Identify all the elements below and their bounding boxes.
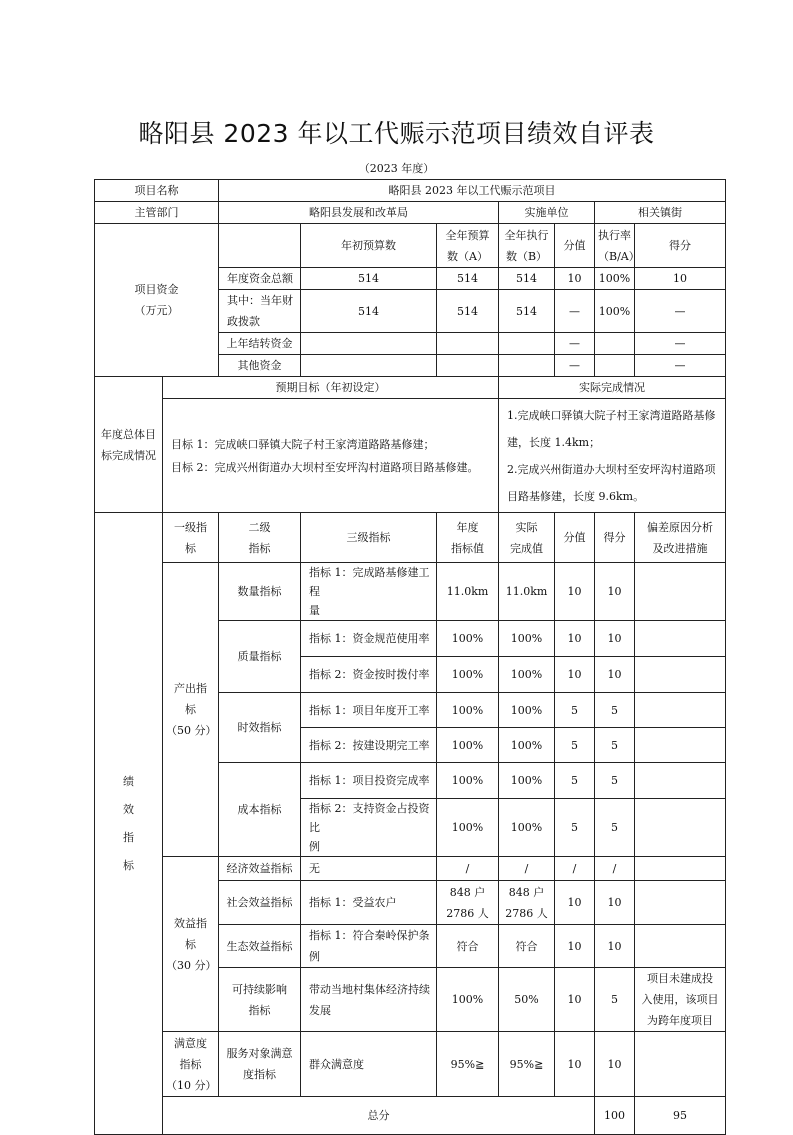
perf-label-char: 指 [123, 830, 134, 844]
service-line-1: 服务对象满意 [226, 1047, 293, 1060]
level3-indicator: 指标 1：受益农户 [301, 881, 437, 925]
funds-row-annual: 514 [437, 268, 499, 290]
deviation-value [635, 693, 726, 728]
deviation-value [635, 1032, 726, 1097]
deviation-value [635, 881, 726, 925]
score-value: 5 [555, 693, 595, 728]
got-value: 5 [595, 728, 635, 763]
funds-row-initial: 514 [301, 268, 437, 290]
actual-line-2: 2786 人 [505, 906, 548, 920]
evaluation-table [94, 179, 726, 1135]
actual-value [499, 881, 555, 925]
level3-indicator: 无 [301, 857, 437, 881]
benefit-label-3: （30 分） [166, 958, 217, 972]
actual-value: / [499, 857, 555, 881]
header-actual-2: 完成值 [510, 541, 543, 555]
benefit-label-1: 效益指 [174, 916, 207, 930]
perf-header-row [95, 513, 726, 563]
header-level2-1: 二级 [248, 520, 271, 534]
quality-indicator: 质量指标 [219, 621, 301, 693]
deviation-value [635, 621, 726, 657]
sustainability-indicator [219, 968, 301, 1032]
sustain-line-2: 指标 [248, 1003, 271, 1017]
score-value: 10 [555, 657, 595, 693]
header-level2-2: 指标 [248, 541, 271, 555]
sustain-line-1: 可持续影响 [232, 982, 287, 996]
actual-line-3: 2.完成兴州街道办大坝村至安坪沟村道路项 [507, 462, 716, 476]
project-name-label: 项目名称 [95, 180, 219, 202]
got-value: / [595, 857, 635, 881]
total-score: 100 [595, 1097, 635, 1135]
funds-label-line-2: （万元） [134, 304, 179, 317]
got-value: 10 [595, 1032, 635, 1097]
cost-indicator: 成本指标 [219, 763, 301, 857]
funds-row-initial [301, 355, 437, 377]
header-deviation-2: 及改进措施 [652, 541, 708, 555]
page-title: 略阳县 2023 年以工代赈示范项目绩效自评表 [138, 119, 655, 148]
got-value: 10 [595, 621, 635, 657]
score-value: 10 [555, 968, 595, 1032]
goals-label-line-2: 标完成情况 [101, 448, 156, 462]
target-value: 100% [437, 968, 499, 1032]
impl-unit-value: 相关镇街 [595, 202, 726, 224]
deviation-value [635, 763, 726, 799]
funds-row-exec [499, 355, 555, 377]
score-value: 5 [555, 799, 595, 857]
target-line-1: 848 户 [449, 885, 486, 899]
social-indicator: 社会效益指标 [219, 881, 301, 925]
funds-row-exec: 514 [499, 268, 555, 290]
goals-label [95, 377, 163, 513]
actual-value: 100% [499, 657, 555, 693]
funds-row-initial [301, 333, 437, 355]
header-target-2: 指标值 [451, 541, 484, 555]
total-got: 95 [635, 1097, 726, 1135]
project-name-value: 略阳县 2023 年以工代赈示范项目 [219, 180, 726, 202]
expected-goals [163, 399, 499, 513]
got-value: 5 [595, 968, 635, 1032]
funds-row-exec: 514 [499, 290, 555, 333]
level3-indicator: 指标 2：按建设期完工率 [301, 728, 437, 763]
got-value: 5 [595, 763, 635, 799]
actual-value: 100% [499, 728, 555, 763]
header-deviation-1: 偏差原因分析 [647, 520, 713, 534]
deviation-line-3: 为跨年度项目 [647, 1014, 713, 1027]
actual-value: 100% [499, 621, 555, 657]
expected-goal-2: 目标 2：完成兴州街道办大坝村至安坪沟村道路项目路基修建。 [171, 460, 479, 474]
funds-row-rate [595, 355, 635, 377]
score-value: / [555, 857, 595, 881]
funds-row-annual [437, 333, 499, 355]
header-level2 [219, 513, 301, 563]
level3-indicator: 指标 1：资金规范使用率 [301, 621, 437, 657]
satisfaction-label-2: 指标 [179, 1057, 202, 1071]
funds-row-exec [499, 333, 555, 355]
target-value: 11.0km [437, 563, 499, 621]
funds-header-initial: 年初预算数 [301, 224, 437, 268]
target-value [437, 881, 499, 925]
department-row [95, 202, 726, 224]
goals-header-row [95, 377, 726, 399]
funds-header-exec-1: 全年执行 [504, 228, 549, 242]
actual-value: 100% [499, 693, 555, 728]
funds-row-got: — [635, 333, 726, 355]
actual-line-2: 建，长度 1.4km； [507, 435, 601, 449]
target-line-2: 2786 人 [446, 906, 489, 920]
deviation-value [635, 563, 726, 621]
indicator-row [95, 563, 726, 621]
score-value: 5 [555, 728, 595, 763]
total-label: 总分 [163, 1097, 595, 1135]
funds-row-name: 年度资金总额 [219, 268, 301, 290]
header-actual-1: 实际 [515, 520, 538, 534]
header-level1 [163, 513, 219, 563]
actual-value: 100% [499, 799, 555, 857]
funds-row-score: — [555, 355, 595, 377]
got-value: 10 [595, 657, 635, 693]
level3-indicator [301, 799, 437, 857]
target-value: 100% [437, 728, 499, 763]
satisfaction-label-1: 满意度 [174, 1036, 207, 1050]
timeliness-indicator: 时效指标 [219, 693, 301, 763]
score-value: 10 [555, 881, 595, 925]
level3-line-1: 带动当地村集体经济持续 [309, 982, 430, 996]
funds-row-score: — [555, 333, 595, 355]
indicator-row [95, 1032, 726, 1097]
actual-completion-header: 实际完成情况 [499, 377, 726, 399]
got-value: 10 [595, 881, 635, 925]
funds-header-got: 得分 [635, 224, 726, 268]
funds-header-score: 分值 [555, 224, 595, 268]
funds-row-initial: 514 [301, 290, 437, 333]
funds-row-rate: 100% [595, 290, 635, 333]
output-label-3: （50 分） [166, 724, 217, 737]
quantity-indicator: 数量指标 [219, 563, 301, 621]
funds-header-annual-1: 全年预算 [445, 228, 490, 242]
header-target-1: 年度 [456, 520, 479, 534]
header-score: 分值 [555, 513, 595, 563]
target-value: 100% [437, 621, 499, 657]
deviation-value [635, 925, 726, 968]
funds-header-annual-2: 数（A） [447, 249, 488, 263]
funds-row-rate [595, 333, 635, 355]
funds-header-blank [219, 224, 301, 268]
actual-value: 95%≧ [499, 1032, 555, 1097]
actual-value: 100% [499, 763, 555, 799]
perf-indicator-label [95, 513, 163, 1135]
level3-indicator: 指标 1：项目投资完成率 [301, 763, 437, 799]
service-satisfaction-indicator [219, 1032, 301, 1097]
output-label-1: 产出指 [174, 682, 207, 695]
target-value: 100% [437, 693, 499, 728]
header-level1-1: 一级指 [174, 520, 207, 534]
header-deviation [635, 513, 726, 563]
funds-header-rate-1: 执行率 [598, 228, 631, 242]
target-value: 100% [437, 763, 499, 799]
satisfaction-indicator-label [163, 1032, 219, 1097]
economic-indicator: 经济效益指标 [219, 857, 301, 881]
level3-indicator: 群众满意度 [301, 1032, 437, 1097]
funds-row-annual [437, 355, 499, 377]
total-row [95, 1097, 726, 1135]
deviation-value [635, 728, 726, 763]
actual-value: 符合 [499, 925, 555, 968]
target-value: 95%≧ [437, 1032, 499, 1097]
got-value: 10 [595, 563, 635, 621]
department-value: 略阳县发展和改革局 [219, 202, 499, 224]
funds-row-annual: 514 [437, 290, 499, 333]
deviation-value [635, 857, 726, 881]
target-value: / [437, 857, 499, 881]
output-indicator-label [163, 563, 219, 857]
level3-line-1: 指标 2：支持资金占投资比 [309, 802, 430, 834]
deviation-value [635, 657, 726, 693]
impl-unit-label: 实施单位 [499, 202, 595, 224]
benefit-label-2: 标 [185, 937, 196, 951]
perf-label-char: 标 [123, 858, 134, 872]
output-label-2: 标 [185, 703, 196, 716]
funds-row-name: 其他资金 [219, 355, 301, 377]
header-actual [499, 513, 555, 563]
deviation-value [635, 968, 726, 1032]
funds-row-score: — [555, 290, 595, 333]
service-line-2: 度指标 [243, 1068, 276, 1081]
deviation-line-2: 入使用，该项目 [641, 993, 719, 1006]
level3-indicator [301, 968, 437, 1032]
funds-header-rate-2: （B/A） [598, 249, 640, 263]
perf-label-char: 效 [123, 802, 134, 816]
header-level3: 三级指标 [301, 513, 437, 563]
funds-header-rate [595, 224, 640, 268]
funds-row-name: 上年结转资金 [219, 333, 301, 355]
level3-indicator: 指标 1：项目年度开工率 [301, 693, 437, 728]
ecological-indicator: 生态效益指标 [219, 925, 301, 968]
score-value: 5 [555, 763, 595, 799]
funds-row-got: 10 [635, 268, 726, 290]
actual-line-1: 848 户 [508, 885, 545, 899]
level3-line-2: 量 [309, 604, 320, 617]
goals-content-row [95, 399, 726, 513]
got-value: 10 [595, 925, 635, 968]
target-value: 100% [437, 799, 499, 857]
project-name-row [95, 180, 726, 202]
target-value: 符合 [437, 925, 499, 968]
funds-row-score: 10 [555, 268, 595, 290]
actual-completion [499, 399, 726, 513]
funds-label-line-1: 项目资金 [134, 283, 179, 296]
got-value: 5 [595, 693, 635, 728]
funds-row-rate: 100% [595, 268, 635, 290]
funds-header-exec-2: 数（B） [505, 249, 548, 263]
deviation-value [635, 799, 726, 857]
expected-goal-1: 目标 1：完成峡口驿镇大院子村王家湾道路路基修建； [171, 437, 435, 451]
funds-header-annual [437, 224, 499, 268]
score-value: 10 [555, 621, 595, 657]
perf-label-char: 绩 [123, 774, 134, 788]
funds-row-got: — [635, 290, 726, 333]
score-value: 10 [555, 1032, 595, 1097]
goals-label-line-1: 年度总体目 [101, 427, 156, 441]
actual-line-1: 1.完成峡口驿镇大院子村王家湾道路路基修 [507, 408, 716, 422]
actual-value: 50% [499, 968, 555, 1032]
target-value: 100% [437, 657, 499, 693]
funds-header-row [95, 224, 726, 268]
level3-line-2: 发展 [309, 1003, 331, 1017]
level3-indicator: 指标 2：资金按时拨付率 [301, 657, 437, 693]
indicator-row [95, 857, 726, 881]
header-level1-2: 标 [185, 541, 196, 555]
satisfaction-label-3: （10 分） [166, 1078, 217, 1092]
actual-line-4: 目路基修建，长度 9.6km。 [507, 489, 645, 503]
funds-row-got: — [635, 355, 726, 377]
header-got: 得分 [595, 513, 635, 563]
level3-line-2: 例 [309, 840, 320, 853]
level3-line-1: 指标 1：完成路基修建工程 [309, 566, 430, 598]
page-subtitle: （2023 年度） [358, 162, 435, 175]
actual-value: 11.0km [499, 563, 555, 621]
level3-indicator [301, 563, 437, 621]
funds-label [95, 224, 219, 377]
level3-indicator: 指标 1：符合秦岭保护条例 [301, 925, 437, 968]
got-value: 5 [595, 799, 635, 857]
score-value: 10 [555, 563, 595, 621]
department-label: 主管部门 [95, 202, 219, 224]
deviation-line-1: 项目未建成投 [647, 972, 713, 985]
header-target [437, 513, 499, 563]
funds-row-name: 其中：当年财政拨款 [219, 290, 301, 333]
benefit-indicator-label [163, 857, 219, 1032]
score-value: 10 [555, 925, 595, 968]
funds-header-exec [499, 224, 555, 268]
expected-goal-header: 预期目标（年初设定） [163, 377, 499, 399]
